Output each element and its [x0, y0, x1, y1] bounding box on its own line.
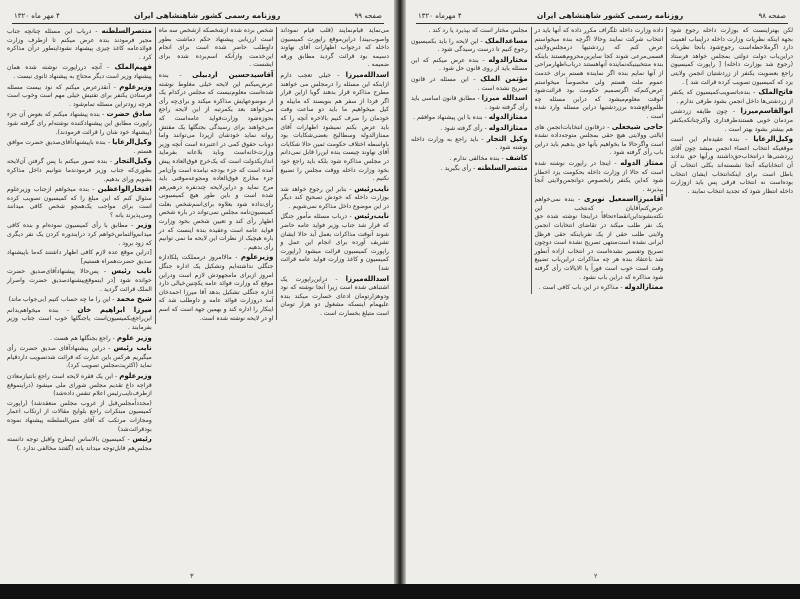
speech-paragraph	[7, 435, 152, 453]
speech-paragraph	[7, 295, 152, 305]
speech-text: - بنده مخالفی ندارم .	[449, 154, 504, 162]
speech-text: - پس‌حالا پیشنهاد‌آقای‌صدیق حضرت خوانده شود [در اینموقع‌پیشنهادصدیق حضرت واصرار الملک قرائت گردید .	[7, 268, 152, 293]
speaker-name: رئیس	[132, 435, 152, 444]
speech-text: - ما‌لاامروز درمملکت پلکاداره جنگلی نداشته‌ایم وتشکیل یک اداره جنگل امروز ازبرای مامجهودش لازم است ودراین موقع که وزارت فوائد عامه یکچنین‌خیالی دارد اداره جنگلی تشکیل بدهد آقا میرزا احمدخان آمد دروزارت فوائد عامه و داوطلب شد که اینکار را اداره کند و بهمین جهة است که اسم او در لایحه نوشته شده است.	[158, 254, 274, 322]
speaker-name: وزیر علوم	[116, 333, 152, 342]
speaker-name: مختارالدوله	[488, 55, 528, 64]
speech-text: - بنده نمی‌خواهم عرض‌کنم‌آقایان که‌نتخب این نکته‌بشوند‌این‌انقضاءتحاقاً دراینجا نوشته شده حق یک نفر طلب میکند در تقاضای انتخابات انجمن ولایتی طلب حقی از یک نفر‌باینکه حقی فرظل ایرانی نشده است‌منتهی تصریح نشده است دوچون تصریح وتفسیر نشده‌است در انتخاب ازاده آنطور شد باعتقاد بنده هر چه مذاکرات دراین‌باب تضییع وقت است خوب است فوراً یا الایالات رأی گرفته شود مذاکره که دراین باب نشود .	[534, 196, 664, 281]
speech-text: - بنده باپیشنهادآقای‌صدیق حضرت موافق هستم .	[7, 139, 152, 155]
speech-text: - باید راجع به وزارت داخله نوشته شود .	[411, 135, 528, 152]
speech-text: - چون طایفه زردشتی مردمان خوبی هستند‌طرفداری واکرچنانکه‌یکنفر هم بیشتر بشود بهتر است .	[670, 108, 793, 133]
header-rule	[416, 23, 788, 24]
issue-date: ۴ مهر ماه ۱۳۲۰	[14, 11, 60, 20]
speaker-name: ابوالقاسم‌میرزا	[740, 107, 793, 116]
speech-paragraph	[7, 249, 152, 266]
speaker-name: وکیل‌الرعایا	[112, 138, 152, 147]
speech-paragraph	[7, 63, 152, 81]
speech-text: - دراین‌راپورت یک اشتباهی شده است زیرا آنجا نوشته که نود ودوهزارتومان ادعای خسارت میکند بنده علیهمام اینسکه مشغول دو هزار تومان است متبلغ بخسارت است .	[280, 275, 389, 317]
speaker-name: وزیرعلوم	[240, 253, 274, 262]
left-page	[0, 0, 396, 584]
speech-paragraph	[411, 56, 528, 74]
speech-text: [دراین موقع عده لازم کافی اظهار داشتند که‌ما باپیشنهاد صدیق حضرت‌همراه هستیم]	[7, 249, 152, 265]
page-number: صفحه ۹۹	[354, 11, 382, 20]
book-binding-gutter	[394, 0, 406, 599]
newspaper-title: روزنامه رسمی کشور شاهنشاهی ایران	[133, 11, 281, 20]
speaker-name: نایب‌رئیس	[354, 184, 389, 193]
page-header	[14, 9, 382, 22]
speech-text: - مطابق قانون اساسی باید رأی گرفته شود .	[411, 95, 528, 111]
speech-paragraph	[7, 185, 152, 220]
text-column	[666, 27, 796, 197]
page-header	[418, 9, 786, 22]
speaker-name: اسدالله میرزا	[481, 94, 528, 103]
newspaper-title: روزنامه رسمی کشور شاهنشاهی ایران	[536, 11, 684, 20]
speech-text: - بنده میخواهم‌بدانم این‌راجع‌بکمیسیون‌است یاجنگلها خوب است جناب وزیر بفرمایند .	[7, 306, 152, 331]
speaker-name: میرزا ابراهیم خان	[77, 305, 152, 314]
speech-text: - بنده با این پیشنهاد موافقم .	[413, 114, 487, 122]
speech-text: - بنده عقیده‌ام این است موقعیکه انتخاب اعضاء انجمن میشد چون آقای زردشتی‌ها در‌انتخاب‌حق‌داشتند ورأیها حق ندادند آن انتخاباتیکه آنجا نشسته‌اند بکلی انتخاب آن باطل است برای اینکه‌انتخاب ایشان انتخاب بوده‌است نه انتخاب فرقی پس باید ازوزارت داخله انتظار شود که تجدید انتخاب نمایند .	[670, 136, 793, 195]
speech-text: - خیلی تعجب دارم ازاینکه این مسئله را درمجلس می خواهند مطرح مذاکره قرار بدهند گویا ازاین قرار اگر فردا از سفر هم بنویسند که مابیله و کیل میخواهیم ما باید دو ساعت وقت خودمان را صرف کنیم بالاخره آنچه را که باید عرض بکنم نمیشود اظهارات آقای ممتاز‌الدوله وسطالیح بعضی‌شکایات بود باواسطه اختلاف حکومت ثمین حالا شکایات آقای نهاوند چیست بنده این‌را قابل نمی‌دانم در مجلس مذاکره شود بلکه باید راجع خود بخود وزارت داخله ووقت مجلس را تضییع نکنیم .	[280, 71, 389, 183]
text-column	[531, 27, 667, 294]
speech-paragraph	[7, 334, 152, 344]
speech-paragraph	[7, 221, 152, 248]
speaker-name: آقامیرزااسمعیل نوبری	[584, 195, 664, 204]
speech-text: - درباب مسئله مأمور جنگل که قرار شد جناب وزیر فواید عامه حاضر شوند آنوقت مذاکرات بعمل آید حالا ایشان تشریف آورده برای انجام این عمل و راپورت کمیسیون قرائت میشود (راپورت کمیسیون و کاغذ وزارت فواید عامه قرائت شد)	[280, 213, 389, 273]
speech-paragraph	[535, 283, 664, 293]
speech-text: - بنده میخواهم ازجناب وزیرعلوم سئوال کنم که این مبلغ را که کمیسیون تصویب کرده است برای مواجب یک‌همچو شخص کافی میدانند ومی‌پذیرند یانه ؟	[7, 186, 152, 219]
speech-text: - کمیسیون بالاساس اینطرح واقبل توجه دانسته مجلس‌هم قابل‌توجه میداند یانه (گفتند مخالفی ندارد .)	[7, 436, 152, 452]
speaker-name: اسدالله‌میرزا	[345, 274, 389, 283]
speech-text: داده وزارت داخله تلگراف مکرر داده که آنها باید در انتخاب شرکت نمایند وحالا اگرچه بنده میخواستم عرض کنم که زردشتیها درمجلس‌ولایتی قسمی‌مرعی شوند کجا سایرین‌محروم‌هستند باینکه بنده منتخبینیکه‌نماینده آنهاهستند درباب‌اظهار‌مراحی از آنها نمایم بنده اگر نماینده هستم برای خدمت عموم ملت هستم ولی مخصوصاً میخواستم عرض‌کنم‌که اگر‌تصمیم حکومت بود قرائت‌شود آنوقت‌ معلوم‌میشود که دراین مسئله چه ظلم‌‌واقع‌شده برزردشتیها دراین مسئله وارد شده است .	[534, 27, 664, 120]
speech-paragraph	[670, 107, 793, 134]
speech-paragraph	[7, 138, 152, 156]
text-columns	[4, 27, 392, 454]
speaker-name: ممتاز الدوله	[620, 158, 664, 167]
text-column	[408, 27, 531, 175]
speech-paragraph	[535, 195, 664, 282]
speech-paragraph	[670, 88, 793, 106]
speaker-name: ممتازالدوله	[488, 123, 528, 132]
speaker-name: وکیل‌التجار	[114, 157, 152, 166]
folio-number: ۲	[594, 572, 598, 580]
folio-number: ۳	[190, 572, 194, 580]
speech-text: - بنده پیشنهاد میکنم که بعوض آن جزء راپورت مطابق این پیشنهاد‌کننده نوشته‌ام رای گرفته شود (پیشنهاد خود شان را قرائت فرمودند).	[7, 111, 152, 136]
speech-paragraph	[411, 27, 528, 36]
speaker-name: وزیرعلوم	[119, 82, 152, 91]
speech-paragraph	[7, 157, 152, 184]
speech-text: - راجع بجنگلها هم هست .	[49, 334, 115, 342]
speech-paragraph	[7, 110, 152, 137]
speaker-name: ممتازالدوله	[624, 283, 664, 292]
page-number: صفحه ۹۸	[758, 11, 786, 20]
speech-text: - این مسئله در قانون تصریح نشده است .	[411, 75, 528, 92]
speech-paragraph	[7, 344, 152, 371]
speech-paragraph	[535, 159, 664, 194]
speech-text: (مجدداًمجلس‌قبل از غروب مجلس منعقدشد) (راپورت کمیسیون مبتکرات راجع بلوایح مقالات از ارتکاب اعمار ومجازات مرتکب که آقای متین‌السلطنه پیشنهاد نموده بودقرائت‌شد)	[7, 399, 152, 433]
speech-paragraph	[535, 27, 664, 122]
speech-paragraph	[411, 94, 528, 112]
speaker-name: نایب رئیس	[113, 344, 152, 353]
speaker-name: مساعدالملک	[484, 36, 528, 45]
speaker-name: حاجی شیخعلی	[611, 122, 664, 131]
speaker-name: فهیم‌الملک	[114, 63, 152, 72]
speech-text: - این را ما چه حساب کنیم (بی‌جواب ماند)	[8, 296, 115, 304]
speaker-name: ممتازالدوله	[488, 113, 528, 122]
speech-paragraph	[411, 37, 528, 55]
speech-paragraph	[280, 275, 389, 319]
speech-paragraph	[411, 124, 528, 134]
speaker-name: منتصرالسلطنه	[101, 27, 152, 35]
speech-text: - بنده عرض‌میکنم این لایحه خیلی مغلوط نوشته شده‌است معلوم‌نیست که مجلس درکدام یک از موضوعهایش مذاکره میکند و برای‌چه رأی می‌خواهد بعد یکمرتبه از این لایحه راجع بحوزه‌شود وزارت‌فواید عامه‌است که می‌خواهند برای رسیدگی بجنگلها یک مفتش روانه نماید خودشان ازپردا می‌توانند واما دوباب حقوق کمی در اعتبرده است آنچه وزیر وزارت‌خانه‌است وباید بلاعانه بفرماید اندازیکدولت است که یک‌خرج فوق‌العاده پیش آمده است که جزء بودجه نیامده است وآن‌امر جزء مخارج فوق‌العاده ومجوعه‌موقتی باید مرح نماید و دراین‌لایحه چندنفره درهم‌رهم شده است و باین طور هیچ کمیسیونی رأی‌نداده شود بعلاوه برای‌اسم‌شخص بعلت کمیسیون‌نامه مجلس نمی‌تواند در باره شخص اظهار رأی کند و تعیین شخص بخود وزارت فواید عامه است وعقیده بنده اینست که در باره هیچیک از نظرات این لایحه ما نمی توانیم رأی بدهیم .	[158, 71, 274, 251]
speech-paragraph	[670, 27, 793, 87]
speech-text: لکن بهتراینست که بوزارت داخله رجوع شود بجهة اینکه نظریات وزارت داخله دراینباب اهمیت دارد اگرملاحظه‌است رجوع‌شود بآنجا نظریات دراین‌باب دولت دولتی بمجلس خواهد فرستاد (رجوع شد بوزارت داخله) [ راپورت کمیسیون راجع بعضویت یکنفر از زردشتیان انجمن ولایتی یزد که کمیسیون تصویب کرده قرائت شد ] .	[670, 27, 793, 86]
speaker-name: کاشف	[505, 153, 528, 162]
text-columns	[408, 27, 796, 294]
speech-text: - بنابر این رجوع خواهد شد بوزارت داخله که خودش تصحیح کند دیگر در این موضوع داخل مذاکره نمی‌شویم .	[280, 185, 389, 210]
header-rule	[12, 23, 384, 24]
speech-text: - درقانون انتخابات‌انجمن های ایالتی وولایتی هیچ حقی بمجلس متوجه‌داده نشده است واگرحالا ما بخواهیم بآنها حق بدهیم باید دراین باب رأی گرفته شود .	[534, 123, 664, 157]
speech-paragraph	[280, 71, 389, 184]
scan-bottom-edge	[0, 584, 800, 599]
text-column	[155, 27, 277, 324]
speech-text: - مطابق با رأی کمیسیون نموده‌ام و بنده کافی میدانم‌والتماس‌خواهم کرد درایندوره کردن یک نفر دیگری که زود برود .	[7, 222, 152, 247]
speech-paragraph	[159, 253, 274, 323]
speech-text: - رأی گرفته شود .	[440, 124, 487, 132]
speech-paragraph	[7, 27, 152, 62]
speech-text: - این یک فقره لایحه است راجع بانتیازمعادن قراچه داغ تقدیم مجلس شورای ملی میشود (دراینموقع ازطرف‌نایب‌رئیس اعلام تنفس داده‌شد)	[7, 372, 152, 398]
speech-paragraph	[159, 27, 274, 70]
speech-paragraph	[411, 164, 528, 174]
text-column	[4, 27, 155, 454]
speaker-name: وکیل‌الرعایا	[753, 135, 793, 144]
speech-paragraph	[280, 185, 389, 212]
speaker-name: منتصرالسلطنه	[477, 164, 528, 173]
speech-paragraph	[411, 75, 528, 93]
speech-paragraph	[411, 154, 528, 164]
speech-paragraph	[7, 372, 152, 399]
speech-paragraph	[7, 267, 152, 294]
right-page	[404, 0, 800, 584]
speech-text: - آنقدرعرض میکنم که نود بیست مسئله فرستادن یکنفر برای تفتیش خیلی مهم است وخوب است هرچه زودتراین مسئله تمام‌شود .	[7, 83, 152, 108]
speech-paragraph	[159, 71, 274, 252]
speech-text: می‌نماید قیام‌نمایند (قلب قیام نموداند واصوب‌بیند) دراین‌موقع راپورت کمیسیون داخله که درجواب اظهارات آقای نهاوند دسیمه بود قرائت گردید مطابق ورقه ضمیمه .	[280, 27, 389, 69]
speaker-name: صادق حضرت	[106, 110, 152, 119]
speaker-name: افتخارالواعظین	[97, 185, 152, 194]
speaker-name: اسدالله‌میرزا	[345, 70, 390, 79]
speech-paragraph	[280, 27, 389, 70]
speech-paragraph	[411, 113, 528, 123]
speech-paragraph	[535, 123, 664, 158]
speech-paragraph	[280, 212, 389, 273]
speech-paragraph	[7, 83, 152, 110]
speaker-name: وکیل التجار	[486, 134, 528, 143]
speech-text: - بنده عرض میکنم که این مسئله باید از روی قانون حل شود .	[411, 56, 528, 73]
speaker-name: وزیرعلوم	[119, 371, 152, 380]
speaker-name: نایب رئیس	[111, 267, 152, 276]
speech-paragraph	[7, 400, 152, 434]
speech-text: - بنده‌باتصویب‌کمیسیون که یکنفر از زردشتی‌ها داخل انجمن بشود طرفی ندارم .	[670, 89, 793, 105]
speech-text: - اینجا در راپورت نوشته شده است که حالا از وزارت داخله بحکومت یزد اخطار شود که‌این یکنفر‌ رابخصوص دوانجمن‌ولایتی آنجا بپذیرند .	[534, 159, 664, 193]
speaker-name: نایب‌رئیس	[354, 212, 390, 221]
issue-date: ۴ مهرماه ۱۳۲۰	[418, 11, 462, 20]
speech-text: مجلس مختار است که بپذیرد یا رد کند .	[428, 27, 528, 34]
speech-paragraph	[670, 135, 793, 196]
speaker-name: آقاسیدحسین اردبیلی	[192, 70, 274, 79]
speech-text: - رأی بگیرید .	[440, 165, 476, 173]
speaker-name: مؤتمن الملک	[480, 74, 528, 83]
speech-text: - آنچه درراپورت نوشته شده همان پیشنهاد وزیر است دیگر محتاج به پیشنهاد ثانوی نیست .	[7, 64, 152, 80]
speech-text: - مذاکره در این باب کافی است .	[538, 284, 623, 292]
speech-text: شخص برده شده ازشخصکه ازشخص سه ماه است ارزیابی پیشنهاد حکم دماشت بطور داوطلب حاضر شده است برای انجام این‌خدمت وازآنکه اسم‌برده شده برای ایشست .	[158, 27, 274, 69]
speaker-name: وزیر	[136, 221, 152, 230]
speech-text: - بنده تصور میکنم با پس گرفتن آن‌لایحه بطوری‌که جناب وزیر فرمودند‌ما نتوانیم داخل مذاکره بشویم ورای بدهیم.	[7, 158, 152, 183]
speech-paragraph	[7, 306, 152, 333]
text-column	[276, 27, 392, 320]
speech-text: - دراین پیشنهادآقای صدیق حضرت رأی میگیریم هرکس باین عبارت که قرائت شدتصویب دارد‌قیام نماید (اکثریت‌مجلس تصویب کرد).	[7, 345, 152, 370]
speech-text: - درباب این مسئله چنانچه جناب مجیر فرمودند بنده عرض میکنم تا ازطرف وزارت فوائدعامه کاغذ چیزی پیشنهاد نشوداینطور درآن مذاکره کرد .	[7, 28, 152, 61]
speech-paragraph	[411, 135, 528, 153]
speaker-name: شیخ محمد	[116, 295, 152, 304]
speaker-name: فاتح‌الملک	[758, 88, 793, 97]
speech-text: - این لایحه را باید بکمیسیون رجوع کنیم تا درست رسیدگی شود .	[411, 37, 528, 54]
